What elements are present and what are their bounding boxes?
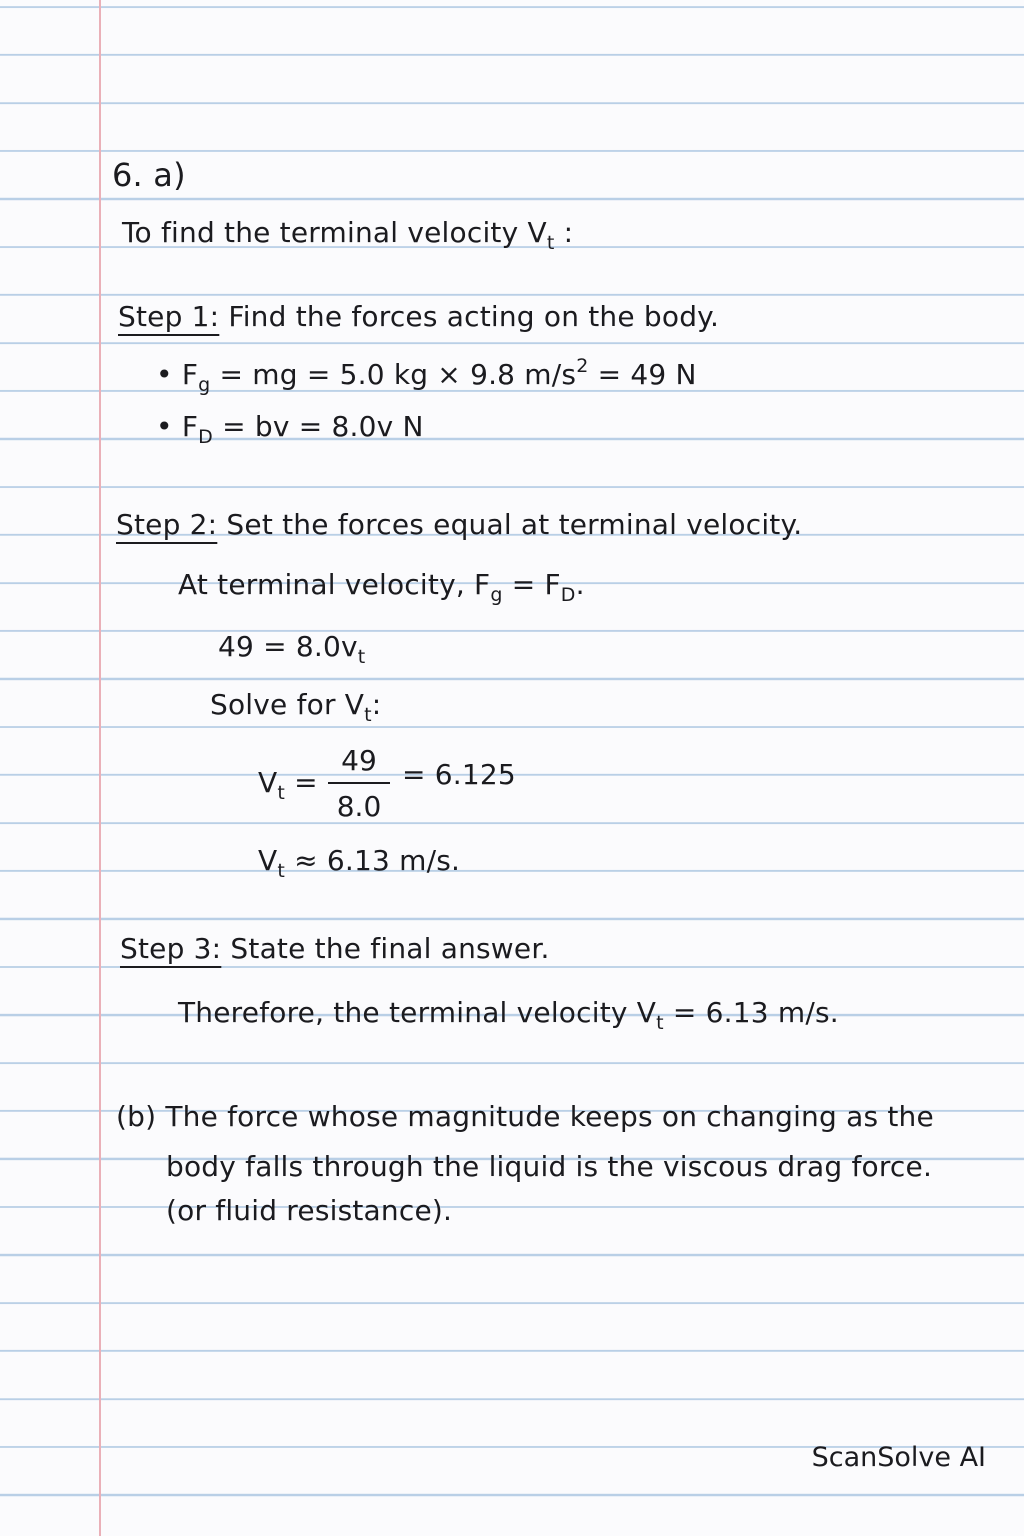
margin-line [99, 0, 101, 1536]
equation-vt-lhs: $V_t$ = [258, 766, 318, 804]
step1-text: Find the forces acting on the body. [228, 300, 720, 333]
equation-vt-result: = 6.125 [402, 758, 516, 791]
bullet-drag: • $F_D$ = bv = 8.0v N [156, 410, 424, 448]
equation-vt-approx: $V_t \approx 6.13$ m/s. [258, 844, 461, 882]
fraction-denominator: 8.0 [336, 790, 382, 823]
step1-heading [118, 300, 719, 333]
fraction-bar [328, 782, 390, 784]
fraction [328, 744, 390, 823]
equation-balance: $49 = 8.0v_t$ [218, 630, 366, 668]
final-answer: Therefore, the terminal velocity $V_t = 6.13$ m/s. [178, 996, 839, 1034]
part-b-line2: body falls through the liquid is the viscous drag force. [166, 1150, 933, 1183]
step2-condition: At terminal velocity, $F_g = F_D$. [178, 568, 585, 606]
step1-label: Step 1: [118, 300, 220, 333]
step3-heading [120, 932, 550, 965]
step2-text: Set the forces equal at terminal velocity. [226, 508, 803, 541]
step3-label: Step 3: [120, 932, 222, 965]
bullet-gravity: • $F_g$ = mg = 5.0 kg × 9.8 $m/s^2 = 49$ N [156, 355, 697, 396]
brand-watermark: ScanSolve AI [811, 1442, 986, 1473]
step2-label: Step 2: [116, 508, 218, 541]
step3-text: State the final answer. [230, 932, 550, 965]
intro-line: To find the terminal velocity $V_t$ : [122, 216, 574, 254]
part-b-line3: (or fluid resistance). [166, 1194, 453, 1227]
solve-for-line: Solve for $V_t$: [210, 688, 382, 726]
fraction-numerator: 49 [341, 744, 377, 777]
part-b-line1: (b) The force whose magnitude keeps on changing as the [116, 1100, 934, 1133]
problem-number: 6. a) [112, 156, 186, 194]
step2-heading [116, 508, 802, 541]
